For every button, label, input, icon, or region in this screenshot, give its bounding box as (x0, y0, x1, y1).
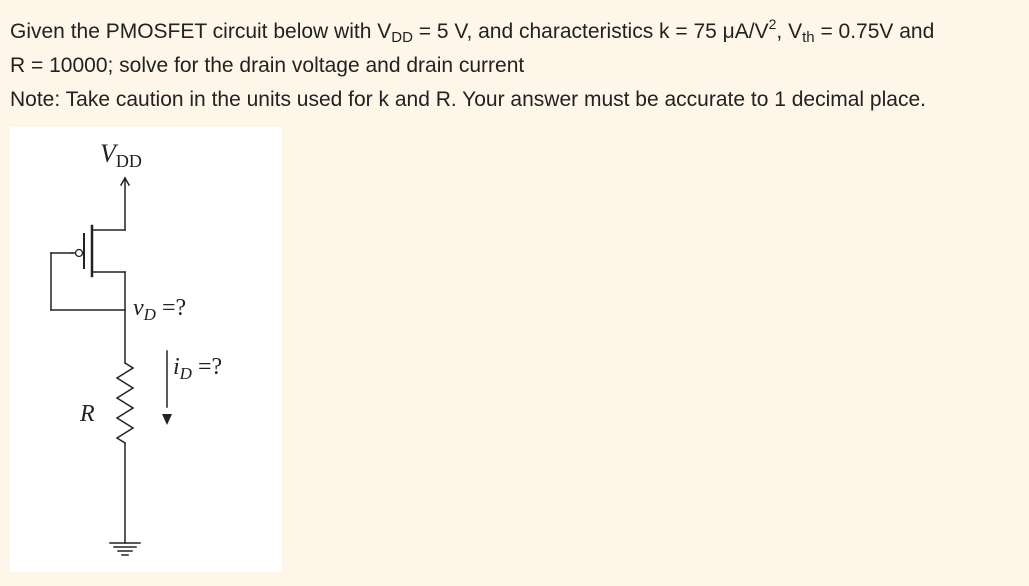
question-text (10, 15, 1020, 117)
drain-current-arrowhead-icon (162, 414, 172, 425)
circuit-figure (10, 127, 282, 572)
q1-text-d: = 0.75V and (814, 20, 935, 43)
resistor-label: R (80, 401, 95, 427)
resistor-zigzag (117, 363, 133, 443)
vd-label: $v_D$ =? (133, 295, 187, 324)
squared-superscript: 2 (768, 16, 777, 32)
question-line-1 (10, 15, 1020, 49)
question-line-3: Note: Take caution in the units used for k and R. Your answer must be accurate to 1 decimal place. (10, 88, 926, 111)
question-line-2: R = 10000; solve for the drain voltage and drain current (10, 54, 525, 77)
vdd-label: VDD (100, 139, 142, 171)
vdd-subscript: DD (391, 29, 413, 46)
gate-bubble-icon (76, 250, 83, 257)
vth-subscript: th (802, 29, 815, 46)
q1-text-a: Given the PMOSFET circuit below with V (10, 20, 392, 43)
q1-text-b: = 5 V, and characteristics k = 75 μA/V (412, 20, 769, 43)
q1-text-c: , V (776, 20, 803, 43)
circuit-diagram (10, 127, 282, 572)
id-label: $i_D$ =? (173, 354, 223, 383)
